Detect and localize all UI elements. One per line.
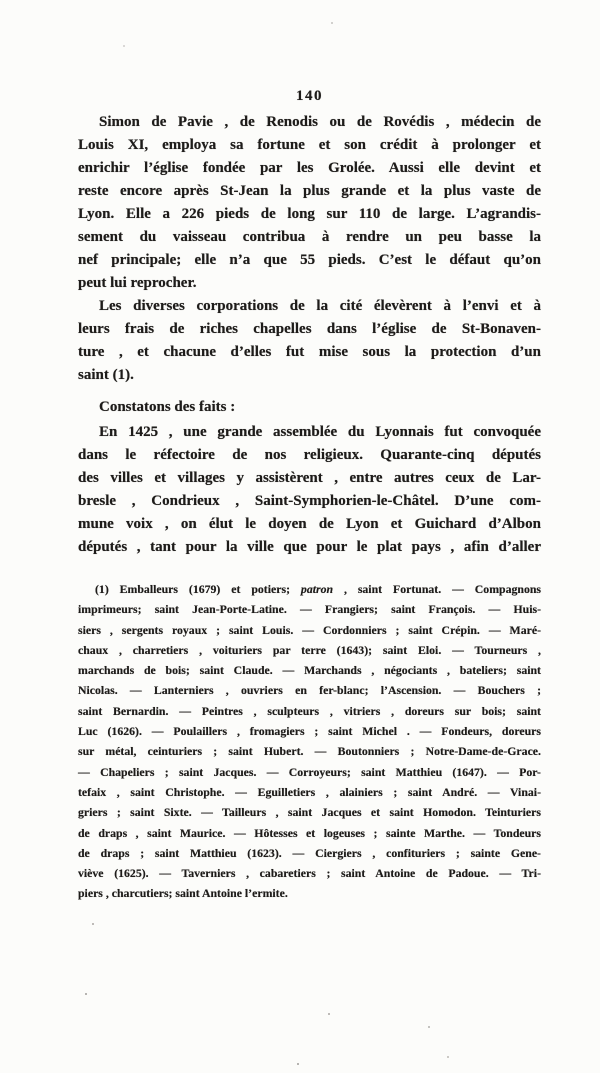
footnote-line: Luc (1626). — Poulaillers , fromagiers ; saint Michel . — Fondeurs, doreurs xyxy=(78,724,541,739)
body-line: leurs frais de riches chapelles dans l’église de St-Bonaven- xyxy=(78,321,541,337)
body-line: bresle , Condrieux , Saint-Symphorien-le-Châtel. D’une com- xyxy=(78,493,541,509)
body-line: Constatons des faits : xyxy=(99,399,236,415)
body-line: saint (1). xyxy=(78,367,134,383)
body-paragraph xyxy=(78,295,541,387)
body-paragraph xyxy=(78,421,541,559)
body-line: députés , tant pour la ville que pour le plat pays , afin d’aller xyxy=(78,539,541,555)
footnote-line: marchands de bois; saint Claude. — Marchands , négociants , bateliers; saint xyxy=(78,663,541,678)
footnote-line: Nicolas. — Lanterniers , ouvriers en fer-blanc; l’Ascension. — Bouchers ; xyxy=(78,683,541,698)
footnote-line: de draps ; saint Matthieu (1623). — Ciergiers , confituriers ; sainte Gene- xyxy=(78,845,541,860)
body-line: Lyon. Elle a 226 pieds de long sur 110 de large. L’agrandis- xyxy=(78,206,541,222)
footnote-line: imprimeurs; saint Jean-Porte-Latine. — Frangiers; saint François. — Huis- xyxy=(78,602,541,617)
body-line: Les diverses corporations de la cité élevèrent à l’envi et à xyxy=(99,298,541,314)
body-text xyxy=(78,111,541,559)
body-line: sement du vaisseau contribua à rendre un peu basse la xyxy=(78,229,541,245)
body-paragraph xyxy=(78,396,541,419)
footnote xyxy=(78,579,541,904)
footnote-line: griers ; saint Sixte. — Tailleurs , saint Jacques et saint Homodon. Teinturiers xyxy=(78,805,541,820)
footnote-line: piers , charcutiers; saint Antoine l’ermite. xyxy=(78,886,288,901)
body-line: enrichir l’église fondée par les Grolée. Aussi elle devint et xyxy=(78,160,541,176)
body-line: Simon de Pavie , de Renodis ou de Rovédis , médecin de xyxy=(99,114,541,130)
footnote-line: de draps , saint Maurice. — Hôtesses et logeuses ; sainte Marthe. — Tondeurs xyxy=(78,825,541,840)
footnote-line: tefaix , saint Christophe. — Eguilletiers , alainiers ; saint André. — Vinai- xyxy=(78,784,541,799)
footnote-text-segment: (1) Emballeurs (1679) et potiers; xyxy=(95,582,301,596)
footnote-line: — Chapeliers ; saint Jacques. — Corroyeurs; saint Matthieu (1647). — Por- xyxy=(78,764,541,779)
body-paragraph xyxy=(78,111,541,295)
footnote-italic-term: patron xyxy=(300,582,334,596)
footnote-text-segment: , saint Fortunat. — Compagnons xyxy=(333,582,541,596)
body-line: ture , et chacune d’elles fut mise sous la protection d’un xyxy=(78,344,541,360)
body-line: reste encore après St-Jean la plus grande et la plus vaste de xyxy=(78,183,541,199)
footnote-line: chaux , charretiers , voituriers par terre (1643); saint Eloi. — Tourneurs , xyxy=(78,642,541,657)
body-line: nef principale; elle n’a que 55 pieds. C’est le défaut qu’on xyxy=(78,252,541,268)
footnote-line: siers , sergents royaux ; saint Louis. — Cordonniers ; saint Crépin. — Maré- xyxy=(78,622,541,637)
body-line: mune voix , on élut le doyen de Lyon et Guichard d’Albon xyxy=(78,516,541,532)
body-line: En 1425 , une grande assemblée du Lyonnais fut convoquée xyxy=(99,424,541,440)
body-line: peut lui reprocher. xyxy=(78,275,197,291)
footnote-line xyxy=(78,579,541,599)
body-line: des villes et villages y assistèrent , entre autres ceux de Lar- xyxy=(78,470,541,486)
footnote-line: viève (1625). — Taverniers , cabaretiers ; saint Antoine de Padoue. — Tri- xyxy=(78,866,541,881)
footnote-line: sur métal, ceinturiers ; saint Hubert. — Boutonniers ; Notre-Dame-de-Grace. xyxy=(78,744,541,759)
page-number: 140 xyxy=(296,88,323,104)
body-line: dans le réfectoire de nos religieux. Quarante-cinq députés xyxy=(78,447,541,463)
body-line: Louis XI, employa sa fortune et son crédit à prolonger et xyxy=(78,137,541,153)
footnote-line: saint Bernardin. — Peintres , sculpteurs , vitriers , doreurs sur bois; saint xyxy=(78,703,541,718)
